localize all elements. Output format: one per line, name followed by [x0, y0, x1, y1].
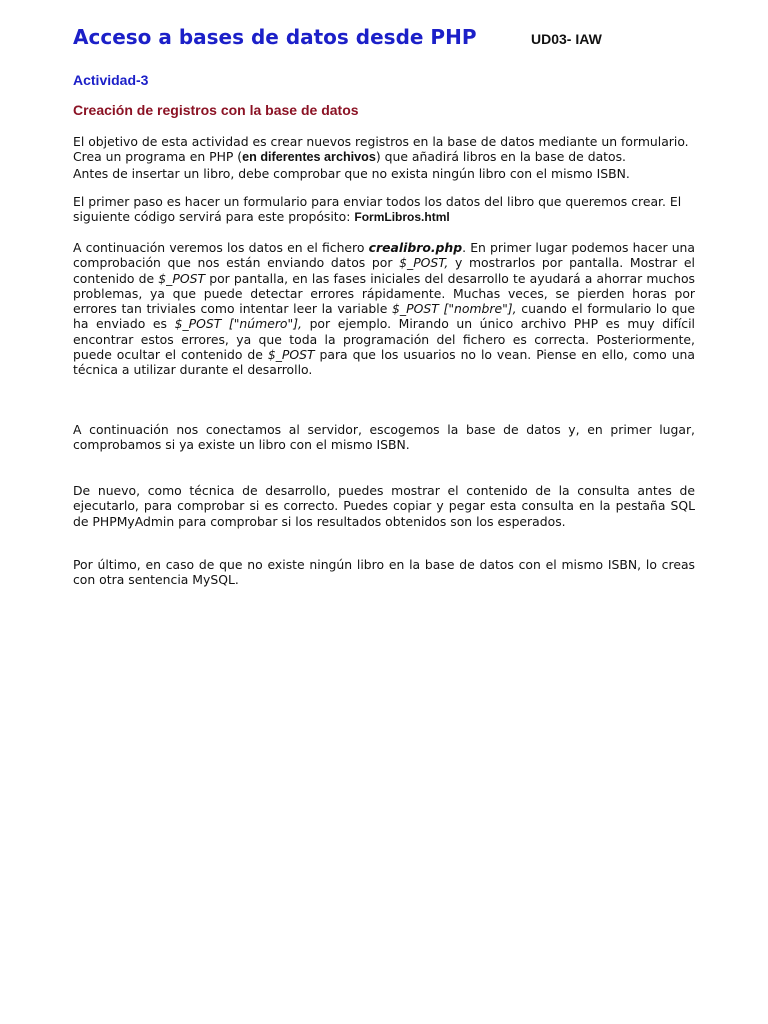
post-text-5: cuando el formulario lo que ha enviado es: [73, 301, 695, 332]
post-paragraph: [73, 240, 695, 378]
form-line-2: [73, 209, 695, 225]
activity-label: Actividad-3: [73, 72, 149, 88]
post-text-4: por pantalla, en las fases iniciales del desarrollo te ayudará a ahorrar muchos problemas, ya que puede detectar errores rápidamente. Muchas veces, se pierden horas por errores tan triviales como intentar leer la variable: [73, 270, 695, 317]
post-text-3: y mostrarlos por pantalla. Mostrar el contenido de: [73, 255, 695, 286]
post-text-6: por ejemplo. Mirando un único archivo PHP es muy difícil encontrar estos errores, ya que toda la programación del fichero es correcta. Posteriormente, puede ocultar el contenido de: [73, 316, 695, 363]
intro-line-3: Antes de insertar un libro, debe comprobar que no exista ningún libro con el mismo ISBN.: [73, 165, 630, 181]
intro-line-2-end: ) que añadirá libros en la base de datos.: [375, 149, 626, 165]
post-text-1: A continuación veremos los datos en el fichero: [73, 240, 369, 255]
crealibro-file-name: crealibro.php: [368, 240, 463, 255]
intro-line-2: [73, 149, 695, 165]
intro-line-2-start: Crea un programa en PHP (: [73, 149, 243, 165]
document-title: Acceso a bases de datos desde PHP: [73, 25, 477, 49]
form-file-name: FormLibros.html: [354, 210, 450, 225]
document-header: [73, 25, 695, 53]
form-paragraph: [73, 194, 695, 226]
post-variable-3: $_POST ["nombre"],: [392, 301, 517, 317]
emphasis-different-files: en diferentes archivos: [242, 150, 376, 165]
form-line-1: El primer paso es hacer un formulario para enviar todos los datos del libro que queremos crear. El: [73, 194, 682, 209]
form-line-2-start: siguiente código servirá para este propósito:: [73, 209, 355, 225]
connect-paragraph: A continuación nos conectamos al servidor, escogemos la base de datos y, en primer lugar, comprobamos si ya existe un libro con el mismo ISBN.: [73, 422, 695, 453]
post-variable-2: $_POST: [158, 270, 206, 286]
post-text-2: . En primer lugar podemos hacer una comprobación que nos están enviando datos por: [73, 240, 695, 271]
post-variable-1: $_POST,: [399, 255, 449, 271]
intro-line-1: El objetivo de esta actividad es crear nuevos registros en la base de datos mediante un formulario.: [73, 134, 689, 149]
insert-paragraph: Por último, en caso de que no existe ningún libro en la base de datos con el mismo ISBN, lo creas con otra sentencia MySQL.: [73, 557, 695, 588]
post-variable-5: $_POST: [267, 347, 315, 363]
post-text-7: para que los usuarios no lo vean. Piense en ello, como una técnica a utilizar durante el desarrollo.: [73, 347, 696, 378]
query-paragraph: De nuevo, como técnica de desarrollo, puedes mostrar el contenido de la consulta antes de ejecutarlo, para comprobar si es correcto. Puedes copiar y pegar esta consulta en la pestaña SQL de PHPMyAdmin para comprobar si los resultados obtenidos son los esperados.: [73, 483, 695, 529]
unit-code: UD03- IAW: [531, 31, 602, 47]
intro-paragraph: [73, 134, 695, 181]
post-variable-4: $_POST ["número"],: [174, 316, 302, 332]
section-heading: Creación de registros con la base de datos: [73, 102, 359, 118]
